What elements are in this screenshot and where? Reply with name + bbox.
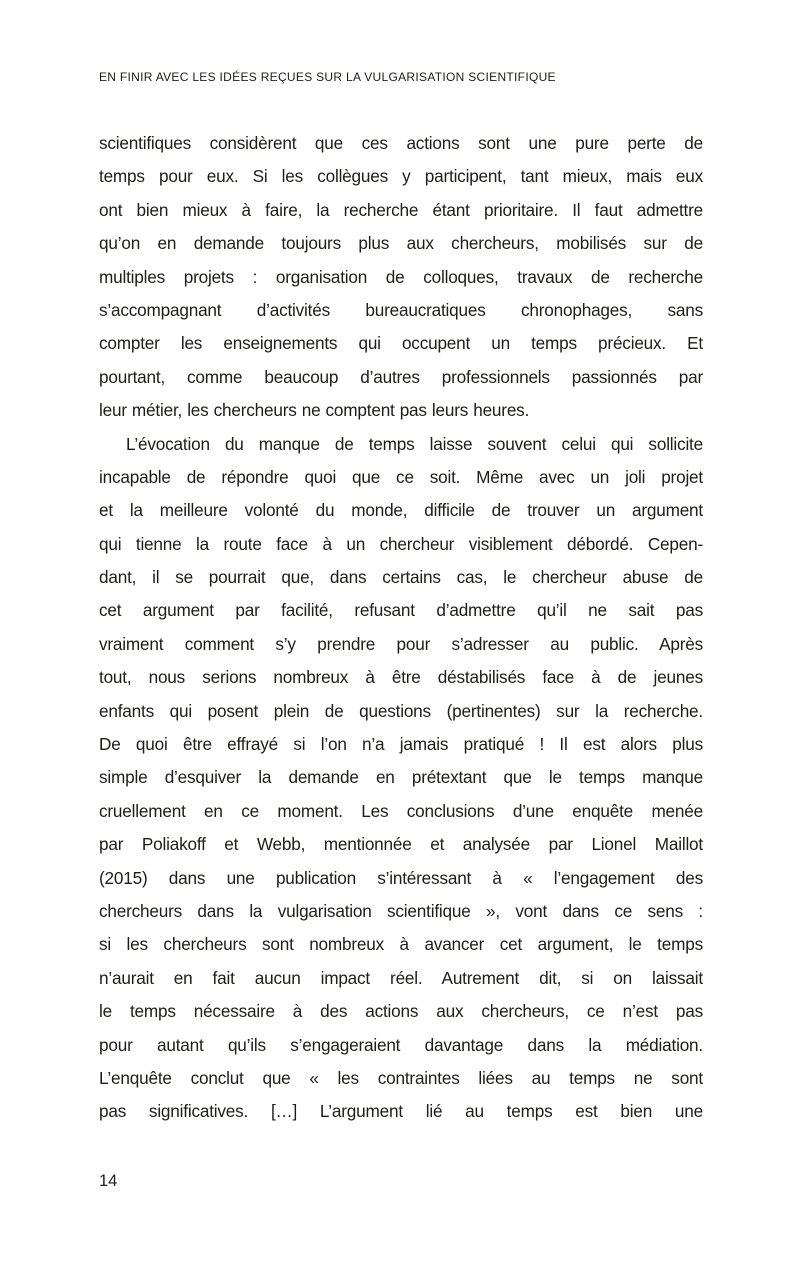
- text-line: simple d’esquiver la demande en prétextant que le temps manque: [99, 767, 703, 788]
- text-line: temps pour eux. Si les collègues y participent, tant mieux, mais eux: [99, 166, 703, 187]
- text-line: et la meilleure volonté du monde, difficile de trouver un argument: [99, 500, 703, 521]
- text-line: s’accompagnant d’activités bureaucratiques chronophages, sans: [99, 299, 703, 320]
- text-line: le temps nécessaire à des actions aux chercheurs, ce n’est pas: [99, 1001, 703, 1022]
- text-line: si les chercheurs sont nombreux à avancer cet argument, le temps: [99, 934, 703, 955]
- text-line: pourtant, comme beaucoup d’autres professionnels passionnés par: [99, 366, 703, 387]
- text-line: n’aurait en fait aucun impact réel. Autrement dit, si on laissait: [99, 967, 703, 988]
- text-line: cruellement en ce moment. Les conclusions d’une enquête menée: [99, 800, 703, 821]
- text-line: scientifiques considèrent que ces actions sont une pure perte de: [99, 133, 703, 153]
- text-line: qu’on en demande toujours plus aux chercheurs, mobilisés sur de: [99, 233, 703, 254]
- text-line: pour autant qu’ils s’engageraient davantage dans la médiation.: [99, 1034, 703, 1055]
- page-number: 14: [99, 1172, 118, 1190]
- text-line: pas significatives. […] L’argument lié au temps est bien une: [99, 1101, 703, 1122]
- text-line: vraiment comment s’y prendre pour s’adresser au public. Après: [99, 633, 703, 654]
- text-line: De quoi être effrayé si l’on n’a jamais pratiqué ! Il est alors plus: [99, 734, 703, 755]
- running-header: EN FINIR AVEC LES IDÉES REÇUES SUR LA VULGARISATION SCIENTIFIQUE: [99, 70, 556, 84]
- text-line: incapable de répondre quoi que ce soit. Même avec un joli projet: [99, 466, 703, 487]
- text-line: qui tienne la route face à un chercheur visiblement débordé. Cepen-: [99, 533, 703, 554]
- text-line: leur métier, les chercheurs ne comptent pas leurs heures.: [99, 400, 530, 421]
- text-line: multiples projets : organisation de colloques, travaux de recherche: [99, 266, 703, 287]
- body-text: [99, 127, 703, 1129]
- text-line: (2015) dans une publication s’intéressant à « l’engagement des: [99, 867, 703, 888]
- text-line: par Poliakoff et Webb, mentionnée et analysée par Lionel Maillot: [99, 834, 703, 855]
- text-line: enfants qui posent plein de questions (pertinentes) sur la recherche.: [99, 700, 703, 721]
- text-line: ont bien mieux à faire, la recherche étant prioritaire. Il faut admettre: [99, 199, 703, 220]
- text-line: chercheurs dans la vulgarisation scientifique », vont dans ce sens :: [99, 900, 703, 921]
- text-line: dant, il se pourrait que, dans certains cas, le chercheur abuse de: [99, 567, 703, 588]
- text-line: tout, nous serions nombreux à être déstabilisés face à de jeunes: [99, 667, 703, 688]
- text-line: compter les enseignements qui occupent un temps précieux. Et: [99, 333, 703, 354]
- text-line: cet argument par facilité, refusant d’admettre qu’il ne sait pas: [99, 600, 703, 621]
- text-line: L’évocation du manque de temps laisse souvent celui qui sollicite: [126, 433, 703, 454]
- text-line: L’enquête conclut que « les contraintes liées au temps ne sont: [99, 1067, 703, 1088]
